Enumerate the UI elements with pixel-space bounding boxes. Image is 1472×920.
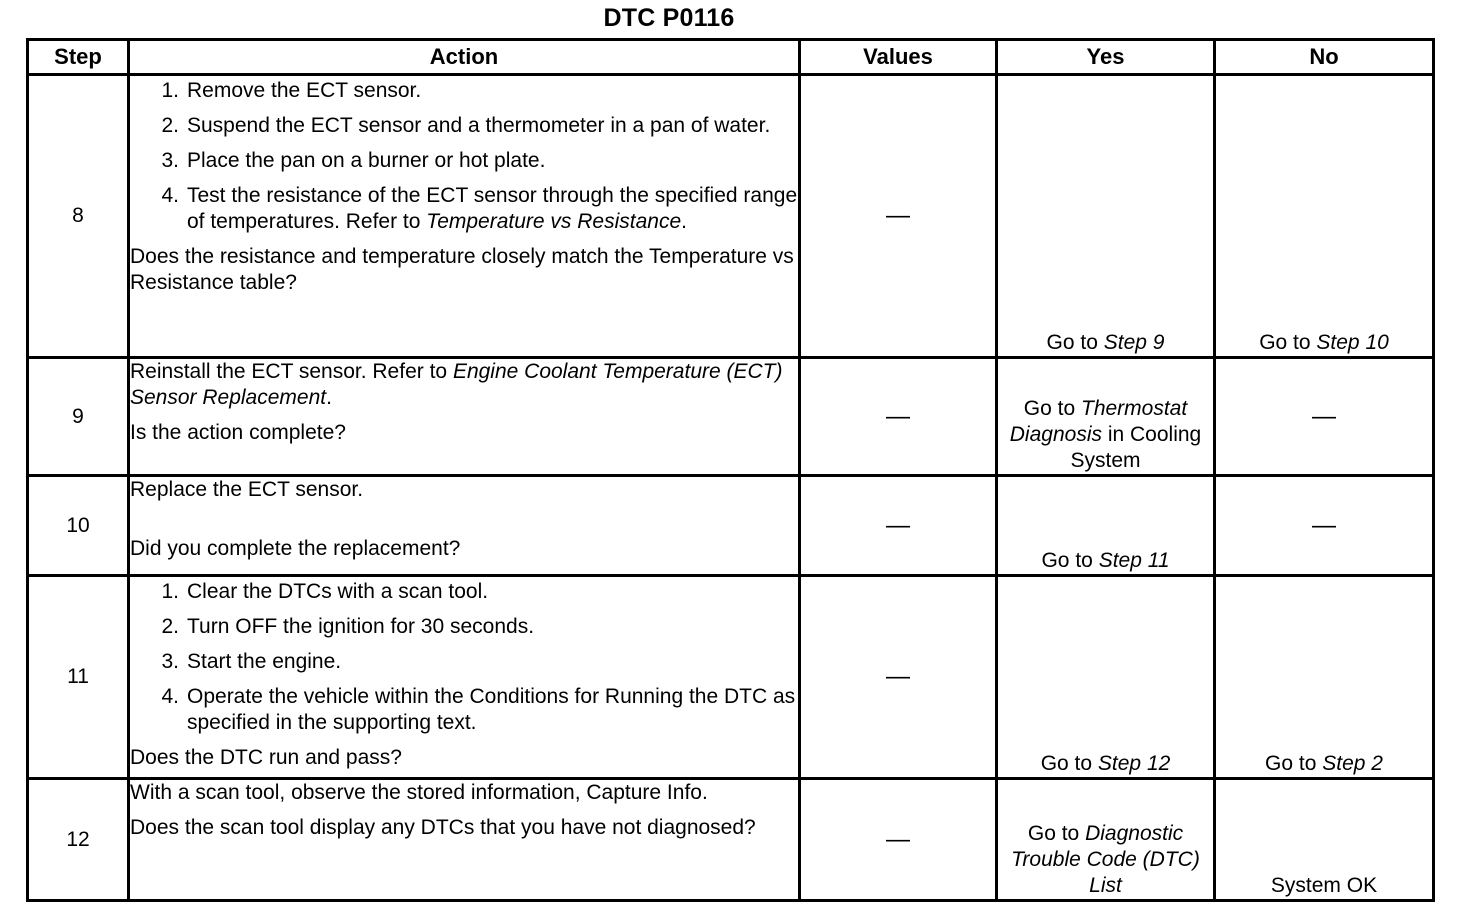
header-row bbox=[28, 40, 1434, 75]
header-yes: Yes bbox=[997, 40, 1215, 75]
yes-cell: Go to Diagnostic Trouble Code (DTC) List bbox=[997, 779, 1215, 901]
values-cell: — bbox=[800, 476, 997, 576]
values-cell: — bbox=[800, 576, 997, 779]
table-row bbox=[28, 576, 1434, 779]
step-reference: Step 2 bbox=[1322, 752, 1383, 775]
reference-link: Engine Coolant Temperature (ECT) Sensor Replacement bbox=[130, 360, 783, 409]
no-cell: Go to Step 2 bbox=[1215, 576, 1434, 779]
list-item: 2. Suspend the ECT sensor and a thermometer in a pan of water. bbox=[161, 114, 771, 137]
values-cell: — bbox=[800, 75, 997, 358]
step-number: 10 bbox=[28, 476, 129, 576]
list-item: 1. Remove the ECT sensor. bbox=[161, 79, 422, 102]
action-list bbox=[130, 78, 798, 235]
list-item: 4. Operate the vehicle within the Conditions for Running the DTC as specified in the supporting text. bbox=[161, 685, 796, 734]
action-cell bbox=[129, 358, 800, 476]
no-cell: Go to Step 10 bbox=[1215, 75, 1434, 358]
action-cell bbox=[129, 779, 800, 901]
step-reference: Step 11 bbox=[1098, 549, 1170, 572]
table-row bbox=[28, 75, 1434, 358]
step-number: 11 bbox=[28, 576, 129, 779]
step-reference: Step 9 bbox=[1103, 331, 1165, 354]
no-cell: System OK bbox=[1215, 779, 1434, 901]
reference-link: Temperature vs Resistance bbox=[426, 210, 682, 233]
list-item: 4. Test the resistance of the ECT sensor through the specified range of temperatures. Refer to Temperature vs Resistance. bbox=[161, 184, 798, 233]
action-cell bbox=[129, 576, 800, 779]
step-reference: Step 10 bbox=[1316, 331, 1389, 354]
header-action: Action bbox=[129, 40, 800, 75]
question-text: Is the action complete? bbox=[130, 421, 346, 444]
action-text: Replace the ECT sensor. bbox=[130, 478, 364, 501]
header-values: Values bbox=[800, 40, 997, 75]
action-text: Reinstall the ECT sensor. Refer to Engine Coolant Temperature (ECT) Sensor Replacement. bbox=[130, 360, 783, 409]
table-row bbox=[28, 476, 1434, 576]
action-cell bbox=[129, 476, 800, 576]
diagnostic-table bbox=[26, 38, 1435, 902]
question-text: Does the scan tool display any DTCs that you have not diagnosed? bbox=[130, 816, 756, 839]
step-reference: Step 12 bbox=[1097, 752, 1171, 775]
question-text: Does the DTC run and pass? bbox=[130, 746, 402, 769]
step-number: 8 bbox=[28, 75, 129, 358]
table-row bbox=[28, 358, 1434, 476]
page-title: DTC P0116 bbox=[603, 4, 735, 32]
list-item: 3. Place the pan on a burner or hot plate. bbox=[161, 149, 546, 172]
list-item: 1. Clear the DTCs with a scan tool. bbox=[161, 580, 489, 603]
header-step: Step bbox=[28, 40, 129, 75]
action-text: With a scan tool, observe the stored information, Capture Info. bbox=[130, 781, 708, 804]
action-cell bbox=[129, 75, 800, 358]
no-cell: — bbox=[1215, 476, 1434, 576]
step-number: 12 bbox=[28, 779, 129, 901]
list-item: 3. Start the engine. bbox=[161, 650, 342, 673]
header-no: No bbox=[1215, 40, 1434, 75]
action-list bbox=[130, 579, 798, 736]
yes-cell: Go to Step 12 bbox=[997, 576, 1215, 779]
values-cell: — bbox=[800, 779, 997, 901]
table-row bbox=[28, 779, 1434, 901]
step-number: 9 bbox=[28, 358, 129, 476]
no-cell: — bbox=[1215, 358, 1434, 476]
list-item: 2. Turn OFF the ignition for 30 seconds. bbox=[161, 615, 535, 638]
reference-link: Thermostat Diagnosis bbox=[1009, 397, 1188, 446]
reference-link: Diagnostic Trouble Code (DTC) List bbox=[1011, 822, 1200, 897]
question-text: Does the resistance and temperature closely match the Temperature vs Resistance table? bbox=[130, 245, 794, 294]
question-text: Did you complete the replacement? bbox=[130, 537, 461, 560]
values-cell: — bbox=[800, 358, 997, 476]
yes-cell: Go to Thermostat Diagnosis in Cooling System bbox=[997, 358, 1215, 476]
yes-cell: Go to Step 9 bbox=[997, 75, 1215, 358]
yes-cell: Go to Step 11 bbox=[997, 476, 1215, 576]
